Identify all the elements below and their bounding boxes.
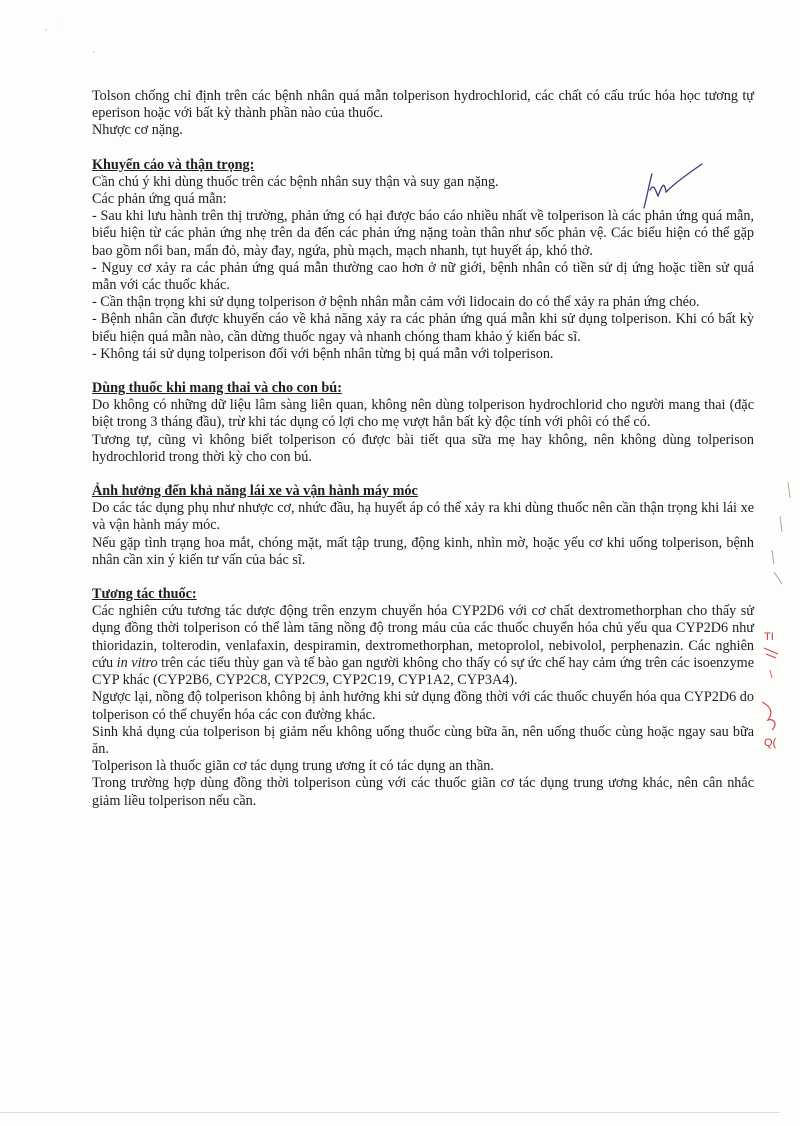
- paragraph: - Không tái sử dụng tolperison đối với bệnh nhân từng bị quá mẫn với tolperison.: [92, 345, 554, 362]
- section-gap: [92, 140, 754, 157]
- paragraph: Tương tự, cũng vì không biết tolperison có được bài tiết qua sữa mẹ hay không, nên không dùng tolperison hydrochlorid trong thời kỳ cho con bú.: [92, 431, 754, 465]
- paragraph-segment: Các nghiên cứu tương tác dược động trên enzym chuyển hóa CYP2D6 với cơ chất dextromethorphan cho thấy sử dụng đồng thời tolperison có thể làm tăng nồng độ trong máu của các thuốc chuyển hóa chủ yếu qua CYP2D6 như thioridazin, tolterodin, venlafaxin, despiramin, dextromethorphan, metoprolol, nebivolol, perphenazin. Các nghiên cứu: [92, 603, 754, 671]
- section-heading: Ảnh hưởng đến khả năng lái xe và vận hành máy móc: [92, 483, 418, 500]
- stamp-fragment-icon: [760, 480, 800, 780]
- section-heading: Tương tác thuốc:: [92, 586, 197, 603]
- scan-speck-marks: [40, 20, 100, 60]
- paragraph: Cần chú ý khi dùng thuốc trên các bệnh nhân suy thận và suy gan nặng.: [92, 173, 499, 190]
- paragraph: [92, 603, 754, 689]
- bottom-rule: [0, 1112, 780, 1113]
- paragraph: Do không có những dữ liệu lâm sàng liên quan, không nên dùng tolperison hydrochlorid cho người mang thai (đặc biệt trong 3 tháng đầu), trừ khi tác dụng có lợi cho mẹ vượt hẳn bất kỳ độc tính với phôi có thể có.: [92, 397, 754, 431]
- section-gap: [92, 569, 754, 586]
- section-heading: Khuyến cáo và thận trọng:: [92, 156, 255, 173]
- paragraph: - Bệnh nhân cần được khuyến cáo về khả năng xảy ra các phản ứng quá mẫn khi sử dụng tolperison. Khi có bất kỳ biểu hiện quá mẫn nào, cần dừng thuốc ngay và nhanh chóng tham khảo ý kiến bác sĩ.: [92, 311, 754, 345]
- paragraph: Tolson chống chỉ định trên các bệnh nhân quá mẫn tolperison hydrochlorid, các chất có cấu trúc hóa học tương tự eperison hoặc với bất kỳ thành phần nào của thuốc.: [92, 88, 754, 122]
- italic-term: in vitro: [116, 654, 158, 671]
- svg-text:TI: TI: [764, 631, 774, 643]
- section-gap: [92, 466, 754, 483]
- paragraph: Trong trường hợp dùng đồng thời tolperison cùng với các thuốc giãn cơ tác dụng trung ương khác, nên cân nhắc giảm liều tolperison nếu cần.: [92, 775, 754, 809]
- paragraph: Ngược lại, nồng độ tolperison không bị ảnh hưởng khi sử dụng đồng thời với các thuốc chuyển hóa qua CYP2D6 do tolperison có thể chuyển hóa các con đường khác.: [92, 689, 754, 723]
- paragraph: Do các tác dụng phụ như nhược cơ, nhức đầu, hạ huyết áp có thể xảy ra khi dùng thuốc nên cần thận trọng khi lái xe và vận hành máy móc.: [92, 500, 754, 534]
- paragraph: Các phản ứng quá mẫn:: [92, 191, 227, 208]
- section-heading: Dùng thuốc khi mang thai và cho con bú:: [92, 380, 342, 397]
- handwritten-signature: [640, 162, 710, 212]
- paragraph-segment: trên các tiểu thùy gan và tế bào gan người không cho thấy có sự ức chế hay cảm ứng trên các isoenzyme CYP khác (CYP2B6, CYP2C8, CYP2C9, CYP2C19, CYP1A2, CYP3A4).: [92, 654, 754, 689]
- paragraph: Tolperison là thuốc giãn cơ tác dụng trung ương ít có tác dụng an thần.: [92, 758, 494, 775]
- paragraph: Nếu gặp tình trạng hoa mắt, chóng mặt, mất tập trung, động kinh, nhìn mờ, hoặc yếu cơ khi uống tolperison, bệnh nhân cần xin ý kiến tư vấn của bác sĩ.: [92, 534, 754, 568]
- paragraph: - Cần thận trọng khi sử dụng tolperison ở bệnh nhân mẫn cảm với lidocain do có thể xảy ra phản ứng chéo.: [92, 294, 700, 311]
- paragraph: - Nguy cơ xảy ra các phản ứng quá mẫn thường cao hơn ở nữ giới, bệnh nhân có tiền sử dị ứng hoặc tiền sử quá mẫn với các thuốc khác.: [92, 259, 754, 294]
- svg-text:Q(: Q(: [764, 737, 777, 749]
- paragraph: Nhược cơ nặng.: [92, 122, 183, 139]
- section-gap: [92, 363, 754, 380]
- paragraph: Sinh khả dụng của tolperison bị giảm nếu không uống thuốc cùng bữa ăn, nên uống thuốc cùng hoặc ngay sau bữa ăn.: [92, 723, 754, 757]
- paragraph: - Sau khi lưu hành trên thị trường, phản ứng có hại được báo cáo nhiều nhất về tolperison là các phản ứng quá mẫn, biểu hiện từ các phản ứng nhẹ trên da đến các phản ứng nặng toàn thân như sốc phản vệ. Các biểu hiện có thể gặp bao gồm nổi ban, mẩn đỏ, mày đay, ngứa, phù mạch, mạch nhanh, tụt huyết áp, khó thở.: [92, 208, 754, 259]
